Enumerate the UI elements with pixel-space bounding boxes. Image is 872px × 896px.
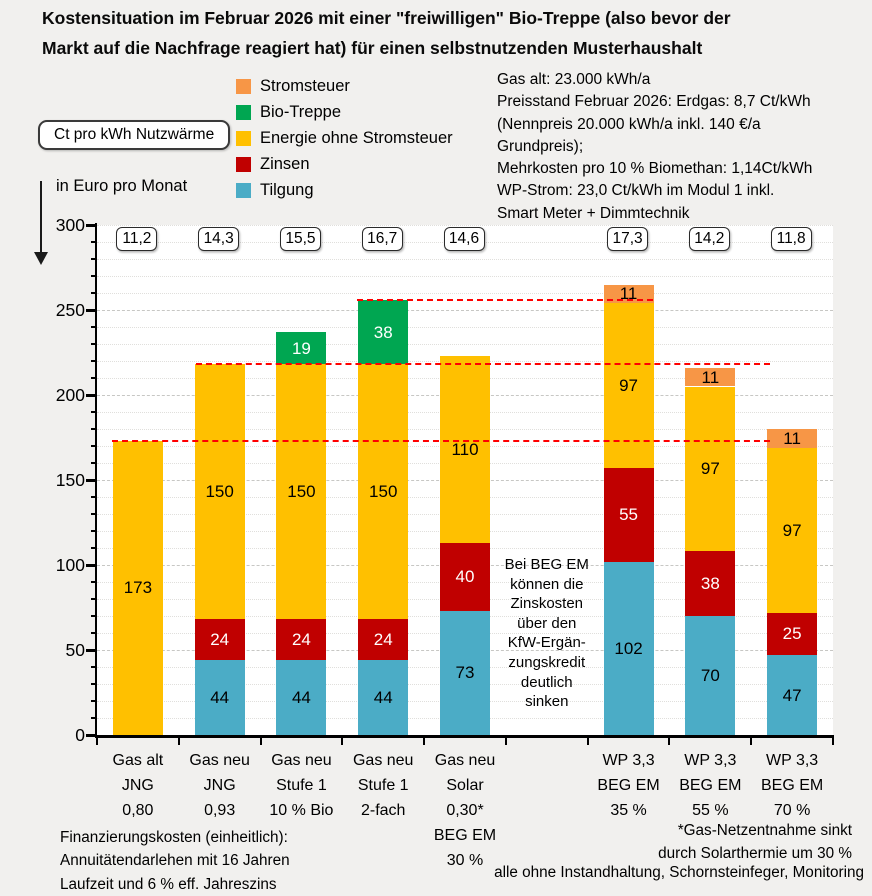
x-category-line-2: 0,30* xyxy=(446,802,484,819)
x-axis-spine xyxy=(95,735,834,738)
x-category-line-1: BEG EM xyxy=(679,777,742,794)
x-category-line-1: JNG xyxy=(203,777,236,794)
y-tick-250 xyxy=(86,309,97,312)
x-category-line-2: 2-fach xyxy=(360,802,406,819)
info-line-0: Gas alt: 23.000 kWh/a xyxy=(497,71,651,88)
x-category-line-1: JNG xyxy=(121,777,154,794)
bar-segment-value: 55 xyxy=(619,505,638,525)
bar-2-segment-tilgung xyxy=(276,660,326,735)
x-category-line-0: WP 3,3 xyxy=(602,752,655,769)
footnote-left-line-1: Annuitätendarlehen mit 16 Jahren xyxy=(60,852,290,870)
info-line-6: Smart Meter + Dimmtechnik xyxy=(497,204,690,222)
annotation-line-1: können die xyxy=(510,575,584,593)
bar-segment-value: 73 xyxy=(455,663,475,683)
gridline-minor-300 xyxy=(97,225,833,226)
footnote-financing xyxy=(60,826,290,896)
bar-4-segment-zinsen xyxy=(440,543,490,611)
x-category-label-7 xyxy=(737,748,847,823)
y-tick-label-0: 0 xyxy=(75,725,85,745)
y-tick-190 xyxy=(91,411,98,413)
x-category-line-2: 0,80 xyxy=(122,802,154,819)
bar-5-segment-energie-ohne-stromsteuer xyxy=(604,303,654,468)
bar-segment-value: 11 xyxy=(701,367,720,387)
y-tick-210 xyxy=(91,377,98,379)
x-category-line-2: 0,93 xyxy=(204,802,236,819)
x-tick-8 xyxy=(750,737,752,745)
y-tick-110 xyxy=(91,547,98,549)
y-tick-label-250: 250 xyxy=(55,300,85,320)
x-category-line-0: Gas neu xyxy=(271,752,332,769)
x-tick-2 xyxy=(260,737,262,745)
bar-5-segment-zinsen xyxy=(604,468,654,562)
legend-label: Zinsen xyxy=(260,155,310,174)
annotation-line-7: sinken xyxy=(525,693,569,711)
y-tick-label-50: 50 xyxy=(65,640,85,660)
annotation-line-6: deutlich xyxy=(520,673,573,691)
annotation-line-2: Zinskosten xyxy=(510,595,584,613)
ct-value-badge-4: 14,6 xyxy=(444,227,485,251)
bar-1-segment-energie-ohne-stromsteuer xyxy=(195,364,245,619)
annotation-line-3: über den xyxy=(517,614,577,632)
info-line-5: WP-Strom: 23,0 Ct/kWh im Modul 1 inkl. xyxy=(497,182,775,200)
bar-segment-value: 38 xyxy=(373,322,393,342)
y-tick-150 xyxy=(86,479,97,482)
x-category-line-2: 35 % xyxy=(610,802,647,819)
reference-line-218 xyxy=(196,363,770,365)
y-tick-label-300: 300 xyxy=(55,215,85,235)
bar-4-segment-energie-ohne-stromsteuer xyxy=(440,356,490,543)
bar-segment-value: 19 xyxy=(291,338,311,358)
bar-segment-value: 24 xyxy=(210,630,230,650)
y-tick-60 xyxy=(91,632,98,634)
bar-segment-value: 38 xyxy=(700,574,720,594)
x-category-line-0: WP 3,3 xyxy=(766,752,819,769)
annotation-line-0: Bei BEG EM xyxy=(504,556,589,573)
bar-segment-value: 102 xyxy=(614,638,643,658)
bar-1-segment-tilgung xyxy=(195,660,245,735)
x-category-line-1: Stufe 1 xyxy=(357,777,409,794)
gridline-major-250 xyxy=(97,310,833,311)
bar-5-segment-tilgung xyxy=(604,562,654,735)
ct-value-badge-2: 15,5 xyxy=(280,227,321,251)
x-category-line-2: 70 % xyxy=(773,802,811,819)
x-category-line-1: Stufe 1 xyxy=(276,777,327,794)
x-tick-0 xyxy=(96,737,98,745)
bar-segment-value: 70 xyxy=(700,666,720,685)
bar-7-segment-tilgung xyxy=(767,655,817,735)
x-tick-4 xyxy=(423,737,425,745)
bar-7-segment-zinsen xyxy=(767,613,817,656)
bar-2-segment-zinsen xyxy=(276,619,326,660)
gridline-minor-280 xyxy=(97,259,833,260)
y-tick-180 xyxy=(91,428,98,430)
footnote-left-line-2: Laufzeit und 6 % eff. Jahreszins xyxy=(60,875,277,893)
y-tick-130 xyxy=(91,513,98,515)
legend-label: Bio-Treppe xyxy=(260,102,342,121)
y-tick-10 xyxy=(91,717,98,719)
y-tick-label-200: 200 xyxy=(55,385,85,405)
annotation-line-5: zungskredit xyxy=(508,653,586,671)
x-category-line-1: BEG EM xyxy=(597,777,660,794)
y-tick-label-150: 150 xyxy=(55,470,85,490)
bar-segment-value: 44 xyxy=(291,688,311,708)
gridline-minor-260 xyxy=(97,293,833,294)
bar-segment-value: 40 xyxy=(455,567,475,587)
x-category-line-3: BEG EM xyxy=(433,827,497,844)
bar-7-segment-stromsteuer xyxy=(767,429,817,448)
bar-3-segment-tilgung xyxy=(358,660,408,735)
bar-segment-value: 150 xyxy=(205,482,234,502)
bar-segment-value: 110 xyxy=(451,439,479,459)
bar-6-segment-stromsteuer xyxy=(685,368,735,387)
bar-segment-value: 97 xyxy=(619,376,638,396)
y-tick-200 xyxy=(86,394,97,397)
bar-segment-value: 150 xyxy=(287,482,316,502)
x-category-line-4: 30 % xyxy=(446,852,484,869)
y-tick-70 xyxy=(91,615,98,617)
bar-segment-value: 97 xyxy=(782,520,802,540)
bar-6-segment-tilgung xyxy=(685,616,735,735)
reference-line-256 xyxy=(357,299,653,301)
legend-label: Tilgung xyxy=(260,181,314,200)
bar-2-segment-energie-ohne-stromsteuer xyxy=(276,364,326,619)
x-tick-5 xyxy=(505,737,507,745)
y-tick-30 xyxy=(91,683,98,685)
gridline-minor-240 xyxy=(97,327,833,328)
bar-segment-value: 24 xyxy=(291,630,311,650)
bar-segment-value: 173 xyxy=(123,578,153,598)
y-tick-80 xyxy=(91,598,98,600)
bar-2-segment-bio-treppe xyxy=(276,332,326,364)
page-title-line2: Markt auf die Nachfrage reagiert hat) für einen selbstnutzenden Musterhaushalt xyxy=(42,37,703,58)
y-tick-260 xyxy=(91,292,98,294)
bar-6-segment-zinsen xyxy=(685,551,735,616)
info-line-1: Preisstand Februar 2026: Erdgas: 8,7 Ct/kWh xyxy=(497,93,811,111)
bar-segment-value: 44 xyxy=(373,688,393,708)
x-category-line-1: Solar xyxy=(446,777,484,794)
ct-value-badge-6: 14,2 xyxy=(689,227,730,251)
reference-line-173 xyxy=(112,440,770,442)
x-category-line-0: Gas neu xyxy=(352,752,414,769)
bar-segment-value: 97 xyxy=(700,459,720,479)
y-tick-280 xyxy=(91,258,98,260)
unit-badge-ct-pro-kwh: Ct pro kWh Nutzwärme xyxy=(38,120,230,150)
ct-value-badge-5: 17,3 xyxy=(607,227,648,251)
x-tick-9 xyxy=(832,737,834,745)
y-tick-290 xyxy=(91,241,98,243)
y-tick-20 xyxy=(91,700,98,702)
gridline-minor-270 xyxy=(97,276,833,277)
x-tick-3 xyxy=(341,737,343,745)
x-category-line-2: 55 % xyxy=(692,802,729,819)
y-tick-label-100: 100 xyxy=(55,555,85,575)
x-category-line-1: BEG EM xyxy=(760,777,824,794)
x-category-line-0: Gas alt xyxy=(112,752,164,769)
y-axis-title: in Euro pro Monat xyxy=(56,177,188,195)
footnote-solar xyxy=(560,819,852,866)
bar-3-segment-energie-ohne-stromsteuer xyxy=(358,364,408,619)
x-category-line-0: Gas neu xyxy=(189,752,250,769)
ct-value-badge-7: 11,8 xyxy=(771,227,812,251)
x-category-line-0: Gas neu xyxy=(434,752,496,769)
legend-label: Energie ohne Stromsteuer xyxy=(260,128,453,147)
bar-segment-value: 24 xyxy=(373,630,393,650)
ct-value-badge-0: 11,2 xyxy=(116,227,157,251)
bar-segment-value: 25 xyxy=(782,624,802,644)
x-tick-1 xyxy=(178,737,180,745)
y-tick-90 xyxy=(91,581,98,583)
y-tick-100 xyxy=(86,564,97,567)
x-category-label-4 xyxy=(410,748,520,873)
bar-1-segment-zinsen xyxy=(195,619,245,660)
info-line-4: Mehrkosten pro 10 % Biomethan: 1,14Ct/kWh xyxy=(497,160,813,178)
info-line-2: (Nennpreis 20.000 kWh/a inkl. 140 €/a xyxy=(497,115,761,133)
footnote-exclusions: alle ohne Instandhaltung, Schornsteinfeger, Monitoring xyxy=(494,864,864,881)
bar-0-segment-energie-ohne-stromsteuer xyxy=(113,441,163,735)
footnote-left-line-0: Finanzierungskosten (einheitlich): xyxy=(60,829,288,846)
bar-3-segment-bio-treppe xyxy=(358,300,408,365)
bar-3-segment-zinsen xyxy=(358,619,408,660)
ct-value-badge-1: 14,3 xyxy=(198,227,239,251)
bar-segment-value: 44 xyxy=(210,688,230,708)
y-tick-220 xyxy=(91,360,98,362)
y-tick-300 xyxy=(86,224,97,227)
info-line-3: Grundpreis); xyxy=(497,137,584,155)
y-tick-270 xyxy=(91,275,98,277)
kfw-annotation xyxy=(492,555,602,712)
bar-4-segment-tilgung xyxy=(440,611,490,735)
footnote-right-line-1: durch Solarthermie um 30 % xyxy=(658,845,852,863)
gridline-minor-230 xyxy=(97,344,833,345)
bar-segment-value: 47 xyxy=(782,685,802,705)
y-tick-240 xyxy=(91,326,98,328)
y-tick-160 xyxy=(91,462,98,464)
ct-value-badge-3: 16,7 xyxy=(362,227,403,251)
x-category-line-0: WP 3,3 xyxy=(684,752,737,769)
bar-7-segment-energie-ohne-stromsteuer xyxy=(767,448,817,613)
x-tick-7 xyxy=(668,737,670,745)
bar-segment-value: 150 xyxy=(369,482,398,502)
legend-label: Stromsteuer xyxy=(260,76,350,95)
page-title-line1: Kostensituation im Februar 2026 mit einer "freiwilligen" Bio-Treppe (also bevor der xyxy=(42,8,731,28)
y-tick-50 xyxy=(86,649,97,652)
y-tick-40 xyxy=(91,666,98,668)
y-tick-140 xyxy=(91,496,98,498)
y-tick-230 xyxy=(91,343,98,345)
footnote-right-line-0: *Gas-Netzentnahme sinkt xyxy=(677,822,852,839)
bar-segment-value: 11 xyxy=(783,428,801,448)
y-tick-120 xyxy=(91,530,98,532)
y-tick-170 xyxy=(91,445,98,447)
bar-segment-value: 11 xyxy=(619,284,638,304)
x-category-line-2: 10 % Bio xyxy=(269,802,334,819)
bar-6-segment-energie-ohne-stromsteuer xyxy=(685,387,735,552)
annotation-line-4: KfW-Ergän- xyxy=(507,634,586,652)
x-tick-6 xyxy=(587,737,589,745)
